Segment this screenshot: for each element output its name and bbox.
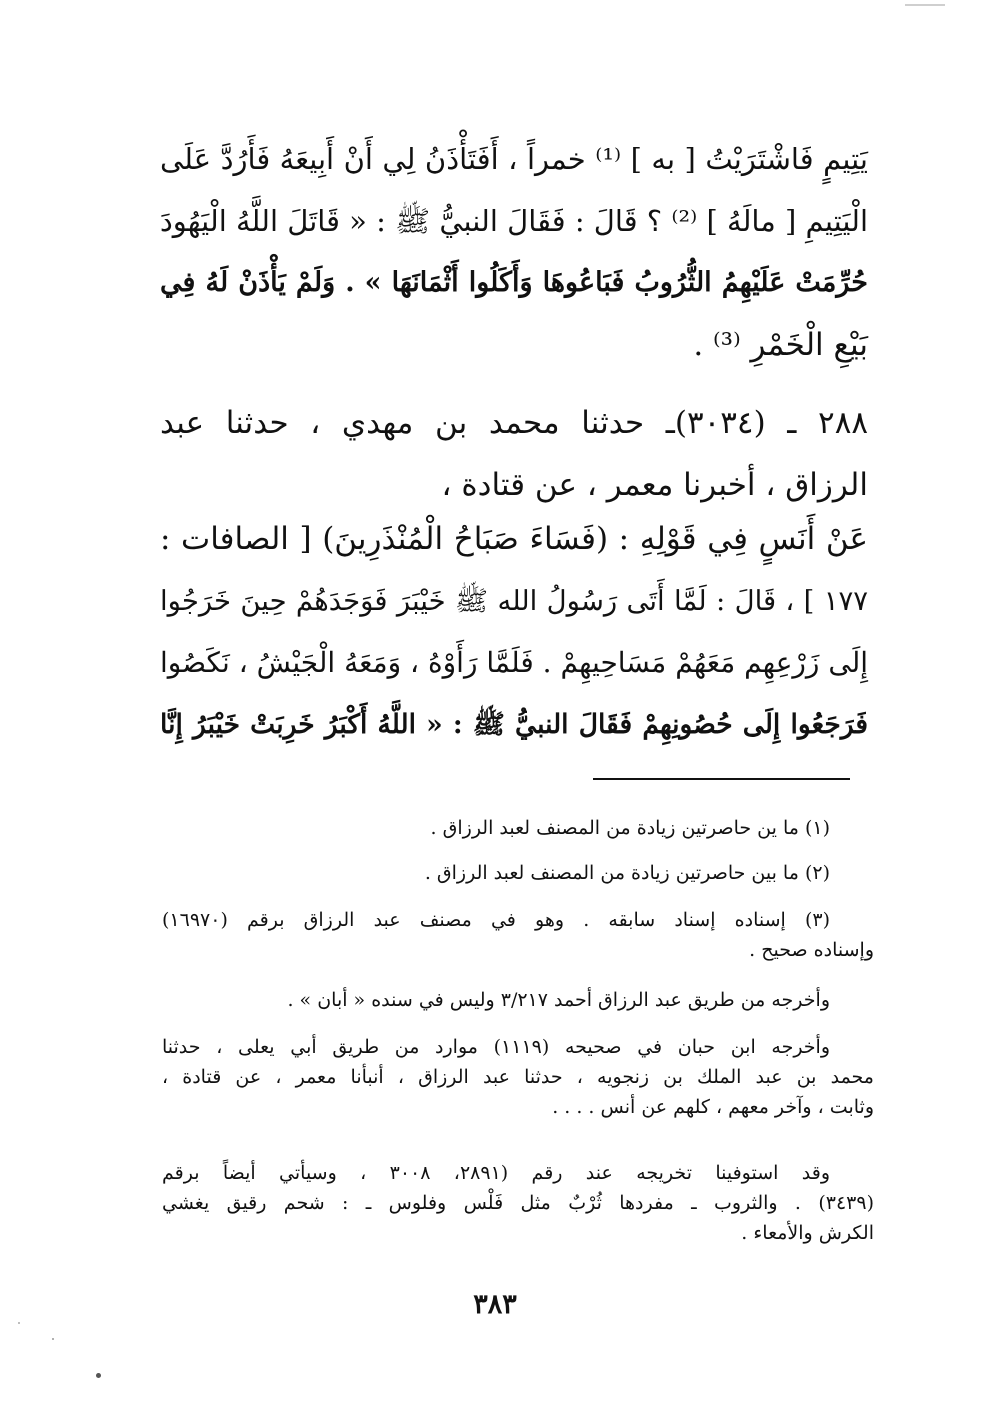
- footnote-3-continuation-references: [162, 1158, 874, 1248]
- text-line: يَتِيمٍ فَاشْتَرَيْتُ [ به ] ⁽¹⁾ خمراً ، أَفَتَأْذَنُ لِي أَنْ أَبِيعَهُ فَأَرُدَّ عَلَى: [160, 142, 868, 176]
- text-line: بَيْعِ الْخَمْرِ ⁽³⁾ .: [693, 327, 868, 363]
- footnote-line: وقد استوفينا تخريجه عند رقم (٢٨٩١، ٣٠٠٨ ، وسيأتي أيضاً برقم: [162, 1162, 831, 1184]
- footnote-3-continuation-ibn-hibban: [162, 1032, 874, 1122]
- hadith-isnad-paragraph: [160, 392, 868, 516]
- footnote-1: [162, 813, 874, 843]
- scan-mark: [905, 4, 945, 6]
- text-line: إِلَى زَرْعِهِم مَعَهُمْ مَسَاحِيهِمْ . فَلَمَّا رَأَوْهُ ، وَمَعَهُ الْجَيْشُ ، نَكَصُوا: [160, 646, 868, 679]
- footnote-3-continuation-ahmad: [162, 985, 874, 1015]
- footnote-2: [162, 858, 874, 888]
- scan-speck: [52, 1338, 54, 1340]
- text-line: ٢٨٨ ـ (٣٠٣٤)ـ حدثنا محمد بن مهدي ، حدثنا عبد: [160, 405, 868, 441]
- footnote-line: وأخرجه ابن حبان في صحيحه (١١١٩) موارد من طريق أبي يعلى ، حدثنا: [162, 1036, 831, 1058]
- footnote-line: محمد بن عبد الملك بن زنجويه ، حدثنا عبد الرزاق ، أنبأنا معمر ، عن قتادة ،: [162, 1066, 874, 1088]
- footnote-3: [162, 905, 874, 965]
- page-number: ٣٨٣: [473, 1289, 517, 1320]
- footnote-line: (٢) ما بين حاصرتين زيادة من المصنف لعبد الرزاق .: [424, 862, 830, 884]
- footnote-line: (٣) إسناده إسناد سابقه . وهو في مصنف عبد الرزاق برقم (١٦٩٧٠): [162, 909, 830, 931]
- footnote-line: وثابت ، وآخر معهم ، كلهم عن أنس . . . .: [552, 1096, 874, 1118]
- scan-speck: [96, 1373, 101, 1378]
- footnote-line: وأخرجه من طريق عبد الرزاق أحمد ٣/٢١٧ وليس في سنده « أبان » .: [287, 989, 830, 1011]
- footnote-line: وإسناده صحيح .: [749, 939, 874, 961]
- text-line: الْيَتِيمِ [ مالَهُ ] ⁽²⁾ ؟ قَالَ : فَقَالَ النبيُّ ﷺ : « قَاتَلَ اللَّهُ الْيَهُودَ: [159, 204, 868, 238]
- footnote-separator: [593, 778, 850, 780]
- text-line: فَرَجَعُوا إِلَى حُصُونِهِمْ فَقَالَ النبيُّ ﷺ : « اللَّهُ أَكْبَرُ خَرِبَتْ خَيْبَرُ إِنَّا: [160, 709, 868, 740]
- scan-speck: [18, 1322, 20, 1324]
- hadith-continuation-paragraph: [160, 128, 868, 376]
- text-line: الرزاق ، أخبرنا معمر ، عن قتادة ،: [441, 467, 868, 503]
- footnote-line: (٣٤٣٩) . والثروب ـ مفردها ثُرْبٌ مثل فَلْس وفلوس ـ : شحم رقيق يغشي: [162, 1192, 874, 1214]
- text-line: ١٧٧ ] ، قَالَ : لَمَّا أَتَى رَسُولُ الله ﷺ خَيْبَرَ فَوَجَدَهُمْ حِينَ خَرَجُوا: [160, 585, 868, 617]
- text-line: عَنْ أَنَسٍ فِي قَوْلِهِ : (فَسَاءَ صَبَاحُ الْمُنْذَرِينَ) [ الصافات :: [160, 521, 868, 557]
- footnote-line: الكرش والأمعاء .: [741, 1222, 874, 1244]
- footnote-line: (١) ما ين حاصرتين زيادة من المصنف لعبد الرزاق .: [430, 817, 830, 839]
- text-line: حُرِّمَتْ عَلَيْهِمُ الثُّرُوبُ فَبَاعُوهَا وَأَكَلُوا أَثْمَانَهَا » . وَلَمْ يَأْذَنْ لَهُ فِي: [160, 267, 868, 298]
- hadith-matn-paragraph: [160, 508, 868, 756]
